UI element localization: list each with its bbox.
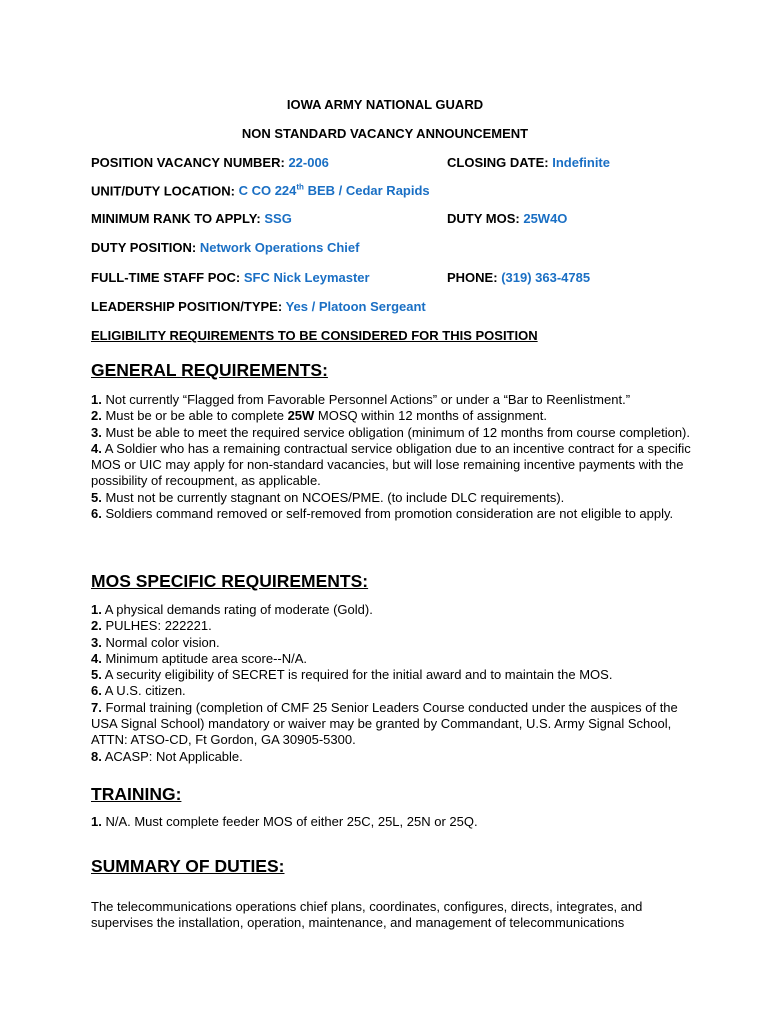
mos-label: DUTY MOS:: [447, 211, 520, 226]
summary-text: The telecommunications operations chief plans, coordinates, configures, directs, integrates, and supervises the installation, operation, maintenance, and management of telecommunications: [91, 899, 643, 931]
list-item: [91, 749, 691, 765]
item-text: Must be or be able to complete: [101, 408, 288, 424]
org-title: IOWA ARMY NATIONAL GUARD: [286, 97, 484, 112]
item-text: A security eligibility of SECRET is required for the initial award and to maintain the MOS.: [101, 667, 613, 683]
item-text: A U.S. citizen.: [101, 683, 186, 699]
mos-value: 25W4O: [523, 211, 568, 226]
item-number: 6.: [91, 683, 102, 699]
poc-value: SFC Nick Leymaster: [243, 270, 370, 285]
rank-label: MINIMUM RANK TO APPLY:: [91, 211, 261, 226]
list-item: [91, 425, 691, 441]
poc-label: FULL-TIME STAFF POC:: [91, 270, 241, 285]
item-text: PULHES: 222221.: [101, 618, 212, 634]
item-number: 2.: [91, 408, 102, 424]
item-number: 3.: [91, 424, 102, 440]
item-text: Minimum aptitude area score--N/A.: [101, 650, 308, 666]
item-text: MOSQ within 12 months of assignment.: [314, 408, 547, 424]
rank-value: SSG: [264, 211, 292, 226]
item-number: 5.: [91, 667, 102, 683]
item-number: 6.: [91, 506, 102, 522]
unit-value-a: C CO 224: [238, 183, 297, 199]
list-item: [91, 700, 691, 749]
item-text: N/A. Must complete feeder MOS of either 25C, 25L, 25N or 25Q.: [101, 814, 478, 829]
position-vacancy-number: [91, 155, 329, 170]
general-requirements-list: [91, 392, 691, 522]
item-number: 1.: [91, 602, 102, 617]
list-item: [91, 635, 691, 651]
item-text: A Soldier who has a remaining contractual service obligation due to an incentive contract for a specific MOS or UIC may apply for non-standard vacancies, but will lose remaining incentive payments with the possibility of recoupment, as applicable.: [91, 440, 691, 489]
unit-value: [239, 183, 430, 198]
list-item: [91, 814, 691, 830]
list-item: [91, 408, 691, 424]
item-number: 5.: [91, 489, 102, 505]
document-title: NON STANDARD VACANCY ANNOUNCEMENT: [241, 126, 529, 141]
leadership-position: [91, 299, 426, 314]
item-number: 2.: [91, 618, 102, 634]
phone: [447, 270, 590, 285]
phone-label: PHONE:: [447, 270, 498, 285]
mos-requirements-list: [91, 602, 691, 765]
leadership-label: LEADERSHIP POSITION/TYPE:: [91, 299, 283, 314]
item-number: 1.: [91, 814, 102, 829]
general-requirements-heading: GENERAL REQUIREMENTS:: [91, 360, 328, 380]
list-item: [91, 683, 691, 699]
summary-heading: SUMMARY OF DUTIES:: [91, 856, 285, 876]
mos-requirements-heading: MOS SPECIFIC REQUIREMENTS:: [91, 571, 369, 591]
item-text: ACASP: Not Applicable.: [101, 748, 243, 764]
item-number: 3.: [91, 634, 102, 650]
list-item: [91, 602, 691, 618]
item-number: 1.: [91, 392, 102, 407]
position-value: Network Operations Chief: [199, 240, 360, 255]
duty-mos: [447, 211, 567, 226]
closing-label: CLOSING DATE:: [447, 155, 549, 170]
list-item: [91, 651, 691, 667]
position-label: DUTY POSITION:: [91, 240, 197, 255]
item-text: Soldiers command removed or self-removed from promotion consideration are not eligible to apply.: [101, 506, 674, 522]
item-text: A physical demands rating of moderate (Gold).: [101, 602, 373, 617]
unit-value-b: BEB / Cedar Rapids: [303, 183, 430, 199]
item-text: Must not be currently stagnant on NCOES/PME. (to include DLC requirements).: [101, 489, 565, 505]
leadership-value: Yes / Platoon Sergeant: [285, 299, 426, 314]
item-number: 4.: [91, 650, 102, 666]
pvn-value: 22-006: [288, 155, 329, 170]
training-list: [91, 814, 691, 830]
item-number: 7.: [91, 699, 102, 715]
pvn-label: POSITION VACANCY NUMBER:: [91, 155, 285, 170]
list-item: [91, 506, 691, 522]
item-number: 4.: [91, 440, 102, 456]
phone-value: (319) 363-4785: [501, 270, 591, 285]
item-number: 8.: [91, 748, 102, 764]
staff-poc: [91, 270, 370, 285]
item-text: Not currently “Flagged from Favorable Personnel Actions” or under a “Bar to Reenlistment.”: [101, 392, 631, 407]
item-text: Must be able to meet the required service obligation (minimum of 12 months from course completion).: [101, 424, 690, 440]
list-item: [91, 441, 691, 490]
list-item: [91, 490, 691, 506]
list-item: [91, 392, 691, 408]
item-text: Normal color vision.: [101, 634, 220, 650]
item-bold-text: 25W: [287, 408, 315, 424]
closing-date: [447, 155, 610, 170]
duty-position: [91, 240, 359, 255]
list-item: [91, 667, 691, 683]
training-heading: TRAINING:: [91, 784, 182, 804]
eligibility-heading: ELIGIBILITY REQUIREMENTS TO BE CONSIDERED FOR THIS POSITION: [91, 328, 538, 343]
unit-value-sup: th: [296, 183, 304, 192]
list-item: [91, 618, 691, 634]
item-text: Formal training (completion of CMF 25 Senior Leaders Course conducted under the auspices of the USA Signal School) mandatory or waiver may be granted by Commandant, U.S. Army Signal School, ATTN: ATSO-CD, Ft Gordon, GA 30905-5300.: [91, 699, 678, 748]
unit-label: UNIT/DUTY LOCATION:: [91, 183, 235, 199]
minimum-rank: [91, 211, 292, 226]
unit-duty-location: [91, 183, 430, 198]
closing-value: Indefinite: [552, 155, 610, 170]
